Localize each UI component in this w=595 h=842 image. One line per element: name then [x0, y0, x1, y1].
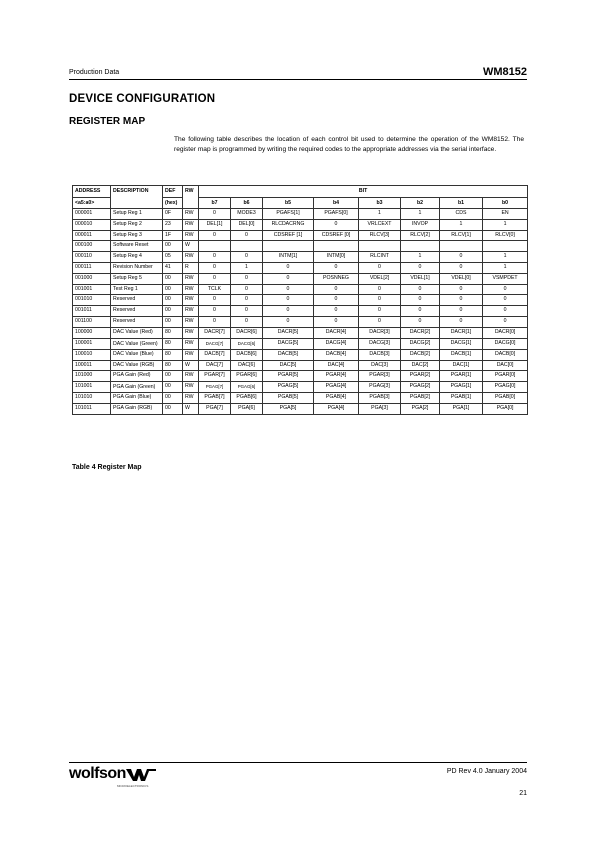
cell-address: 000100 [73, 241, 111, 252]
cell-bit-b7: 0 [199, 209, 231, 220]
cell-bit-b4: 0 [314, 219, 359, 230]
cell-description: Test Reg 1 [111, 284, 163, 295]
cell-bit-b7: 0 [199, 316, 231, 327]
cell-description: Setup Reg 4 [111, 252, 163, 263]
cell-bit-b5 [263, 241, 314, 252]
register-map-table [72, 185, 528, 415]
cell-bit-b7: 0 [199, 230, 231, 241]
cell-bit-b6: PGA[6] [231, 404, 263, 415]
cell-bit-b5: 0 [263, 284, 314, 295]
cell-bit-b2: DACG[2] [401, 338, 440, 349]
cell-bit-b2: 1 [401, 252, 440, 263]
header-part-number: WM8152 [482, 66, 527, 78]
cell-bit-b2: 0 [401, 262, 440, 273]
cell-rw: RW [183, 230, 199, 241]
header-bit-b0: b0 [483, 197, 528, 209]
table-row [73, 209, 528, 220]
cell-bit-b3: VRLCEXT [359, 219, 401, 230]
cell-bit-b3: PGAR[3] [359, 371, 401, 382]
cell-bit-b5: PGAR[5] [263, 371, 314, 382]
footer-divider [69, 762, 527, 763]
cell-bit-b3: RLCV[3] [359, 230, 401, 241]
cell-bit-b4: DACB[4] [314, 349, 359, 360]
cell-bit-b1: 0 [440, 252, 483, 263]
header-address-sub: <a5:a0> [73, 197, 111, 209]
cell-bit-b2: DACB[2] [401, 349, 440, 360]
cell-bit-b3: 0 [359, 295, 401, 306]
cell-address: 100011 [73, 360, 111, 371]
cell-bit-b0: PGAR[0] [483, 371, 528, 382]
cell-bit-b0: 1 [483, 252, 528, 263]
cell-description: Reserved [111, 316, 163, 327]
table-row [73, 230, 528, 241]
cell-address: 001011 [73, 306, 111, 317]
table-row [73, 219, 528, 230]
page-number: 21 [519, 790, 527, 797]
cell-bit-b6: 0 [231, 273, 263, 284]
cell-default: 00 [163, 393, 183, 404]
cell-bit-b4: DACG[4] [314, 338, 359, 349]
cell-rw: RW [183, 209, 199, 220]
cell-bit-b3: DACB[3] [359, 349, 401, 360]
cell-description: PGA Gain (RGB) [111, 404, 163, 415]
cell-bit-b1: CDS [440, 209, 483, 220]
table-row [73, 316, 528, 327]
cell-bit-b5: 0 [263, 295, 314, 306]
table-row [73, 338, 528, 349]
cell-bit-b7: DEL[1] [199, 219, 231, 230]
cell-default: 00 [163, 404, 183, 415]
cell-bit-b1: PGAB[1] [440, 393, 483, 404]
cell-bit-b7: 0 [199, 252, 231, 263]
cell-bit-b2: RLCV[2] [401, 230, 440, 241]
header-rw: RW [183, 186, 199, 209]
header-doc-status: Production Data [69, 69, 120, 76]
cell-description: DAC Value (RGB) [111, 360, 163, 371]
cell-bit-b5: DACB[5] [263, 349, 314, 360]
cell-bit-b7: DACR[7] [199, 327, 231, 338]
cell-bit-b5: PGAFS[1] [263, 209, 314, 220]
cell-bit-b2: INVOP [401, 219, 440, 230]
cell-rw: W [183, 404, 199, 415]
cell-default: 00 [163, 371, 183, 382]
table-row [73, 382, 528, 393]
cell-bit-b5: PGAB[5] [263, 393, 314, 404]
cell-bit-b7: TCLK [199, 284, 231, 295]
cell-bit-b3 [359, 241, 401, 252]
cell-bit-b3: DACG[3] [359, 338, 401, 349]
cell-bit-b3: 0 [359, 284, 401, 295]
cell-bit-b3: VDEL[2] [359, 273, 401, 284]
section-title: DEVICE CONFIGURATION [69, 93, 216, 105]
cell-rw: RW [183, 252, 199, 263]
cell-bit-b6: DEL[0] [231, 219, 263, 230]
table-row [73, 360, 528, 371]
cell-bit-b1: 0 [440, 284, 483, 295]
cell-rw: RW [183, 306, 199, 317]
cell-rw: RW [183, 393, 199, 404]
cell-bit-b0: 1 [483, 262, 528, 273]
cell-address: 101010 [73, 393, 111, 404]
cell-bit-b5: DAC[5] [263, 360, 314, 371]
cell-bit-b0: 0 [483, 306, 528, 317]
cell-address: 100001 [73, 338, 111, 349]
cell-description: DAC Value (Blue) [111, 349, 163, 360]
cell-description: Setup Reg 3 [111, 230, 163, 241]
cell-bit-b2: 0 [401, 316, 440, 327]
cell-bit-b2: DAC[2] [401, 360, 440, 371]
cell-bit-b0: PGAB[0] [483, 393, 528, 404]
cell-bit-b2: 0 [401, 306, 440, 317]
cell-bit-b1: DACB[1] [440, 349, 483, 360]
cell-bit-b6 [231, 241, 263, 252]
intro-paragraph: The following table describes the location of each control bit used to determine the operation of the WM8152. The register map is programmed by writing the required codes to the appropriate addresses via the serial interface. [174, 136, 524, 153]
header-bit-b3: b3 [359, 197, 401, 209]
cell-address: 000011 [73, 230, 111, 241]
cell-default: 23 [163, 219, 183, 230]
cell-address: 000110 [73, 252, 111, 263]
cell-bit-b0: PGAG[0] [483, 382, 528, 393]
cell-bit-b2: PGAB[2] [401, 393, 440, 404]
cell-bit-b2: PGA[2] [401, 404, 440, 415]
table-row [73, 241, 528, 252]
header-divider [69, 79, 527, 80]
cell-bit-b3: PGAB[3] [359, 393, 401, 404]
cell-bit-b2 [401, 241, 440, 252]
cell-rw: RW [183, 338, 199, 349]
cell-bit-b6: MODE3 [231, 209, 263, 220]
cell-description: DAC Value (Green) [111, 338, 163, 349]
cell-description: Reserved [111, 295, 163, 306]
cell-rw: RW [183, 295, 199, 306]
cell-address: 001010 [73, 295, 111, 306]
cell-bit-b4: PGAB[4] [314, 393, 359, 404]
cell-description: Setup Reg 1 [111, 209, 163, 220]
cell-description: Reserved [111, 306, 163, 317]
cell-bit-b6: PGAB[6] [231, 393, 263, 404]
cell-bit-b4: PGAFS[0] [314, 209, 359, 220]
cell-bit-b6: DACR[6] [231, 327, 263, 338]
cell-bit-b6: 0 [231, 316, 263, 327]
cell-bit-b0: VSMPDET [483, 273, 528, 284]
table-row [73, 349, 528, 360]
cell-default: 80 [163, 327, 183, 338]
table-row [73, 295, 528, 306]
header-bit: BIT [199, 186, 528, 198]
cell-bit-b2: 0 [401, 295, 440, 306]
cell-bit-b3: RLCINT [359, 252, 401, 263]
cell-default: 00 [163, 284, 183, 295]
cell-bit-b3: 0 [359, 306, 401, 317]
cell-bit-b4: PGA[4] [314, 404, 359, 415]
header-bit-b2: b2 [401, 197, 440, 209]
table-row [73, 393, 528, 404]
cell-bit-b7: PGAB[7] [199, 393, 231, 404]
cell-rw: RW [183, 371, 199, 382]
cell-bit-b2: 0 [401, 284, 440, 295]
cell-address: 101011 [73, 404, 111, 415]
cell-default: 80 [163, 349, 183, 360]
cell-bit-b5: 0 [263, 306, 314, 317]
cell-bit-b7: DACG[7] [199, 338, 231, 349]
cell-bit-b1 [440, 241, 483, 252]
header-bit-b6: b6 [231, 197, 263, 209]
table-header-row [73, 186, 528, 198]
cell-bit-b4: DAC[4] [314, 360, 359, 371]
cell-default: 00 [163, 241, 183, 252]
cell-bit-b1: PGA[1] [440, 404, 483, 415]
table-row [73, 252, 528, 263]
cell-bit-b0: 1 [483, 219, 528, 230]
cell-bit-b4: 0 [314, 316, 359, 327]
cell-bit-b0: DACB[0] [483, 349, 528, 360]
footer-revision: PD Rev 4.0 January 2004 [446, 768, 527, 775]
cell-bit-b3: DACR[3] [359, 327, 401, 338]
cell-bit-b1: PGAR[1] [440, 371, 483, 382]
header-bit-b1: b1 [440, 197, 483, 209]
cell-bit-b1: 0 [440, 295, 483, 306]
cell-description: Setup Reg 2 [111, 219, 163, 230]
cell-default: 1F [163, 230, 183, 241]
cell-bit-b4: 0 [314, 306, 359, 317]
cell-default: 0F [163, 209, 183, 220]
cell-bit-b0: RLCV[0] [483, 230, 528, 241]
header-bit-b5: b5 [263, 197, 314, 209]
cell-default: 00 [163, 295, 183, 306]
cell-bit-b7 [199, 241, 231, 252]
cell-bit-b6: DAC[6] [231, 360, 263, 371]
cell-rw: W [183, 241, 199, 252]
cell-bit-b5: PGAG[5] [263, 382, 314, 393]
cell-description: Revision Number [111, 262, 163, 273]
table-row [73, 273, 528, 284]
table-row [73, 404, 528, 415]
cell-bit-b5: PGA[5] [263, 404, 314, 415]
cell-address: 101001 [73, 382, 111, 393]
cell-bit-b0: PGA[0] [483, 404, 528, 415]
cell-bit-b4: 0 [314, 295, 359, 306]
cell-bit-b2: PGAG[2] [401, 382, 440, 393]
cell-bit-b6: PGAR[6] [231, 371, 263, 382]
cell-address: 001100 [73, 316, 111, 327]
cell-bit-b5: 0 [263, 316, 314, 327]
cell-bit-b1: PGAG[1] [440, 382, 483, 393]
cell-description: Software Reset [111, 241, 163, 252]
cell-address: 100010 [73, 349, 111, 360]
cell-bit-b5: RLCDACRNG [263, 219, 314, 230]
cell-bit-b0: 0 [483, 295, 528, 306]
cell-default: 05 [163, 252, 183, 263]
cell-bit-b0: DACG[0] [483, 338, 528, 349]
cell-bit-b0: DAC[0] [483, 360, 528, 371]
cell-bit-b4: PGAR[4] [314, 371, 359, 382]
cell-address: 100000 [73, 327, 111, 338]
table-row [73, 284, 528, 295]
cell-bit-b6: DACB[6] [231, 349, 263, 360]
cell-bit-b7: DACB[7] [199, 349, 231, 360]
cell-bit-b1: VDEL[0] [440, 273, 483, 284]
cell-bit-b0: EN [483, 209, 528, 220]
logo-wordmark: wolfson [69, 765, 126, 782]
cell-bit-b0: 0 [483, 316, 528, 327]
cell-default: 41 [163, 262, 183, 273]
cell-address: 001000 [73, 273, 111, 284]
table-row [73, 306, 528, 317]
cell-description: Setup Reg 5 [111, 273, 163, 284]
cell-bit-b4: 0 [314, 284, 359, 295]
cell-rw: RW [183, 284, 199, 295]
table-caption: Table 4 Register Map [72, 464, 142, 471]
wolfson-logo [69, 765, 156, 788]
wolfson-w-icon [126, 768, 156, 782]
cell-bit-b6: 0 [231, 252, 263, 263]
cell-bit-b7: DAC[7] [199, 360, 231, 371]
cell-default: 80 [163, 338, 183, 349]
cell-bit-b1: 0 [440, 316, 483, 327]
cell-bit-b1: 0 [440, 262, 483, 273]
cell-address: 001001 [73, 284, 111, 295]
cell-description: PGA Gain (Green) [111, 382, 163, 393]
cell-bit-b3: PGAG[3] [359, 382, 401, 393]
table-row [73, 371, 528, 382]
cell-default: 80 [163, 360, 183, 371]
cell-address: 000010 [73, 219, 111, 230]
cell-bit-b6: 0 [231, 306, 263, 317]
cell-bit-b4 [314, 241, 359, 252]
cell-bit-b5: 0 [263, 262, 314, 273]
cell-bit-b6: 0 [231, 284, 263, 295]
cell-bit-b4: CDSREF [0] [314, 230, 359, 241]
cell-bit-b5: DACG[5] [263, 338, 314, 349]
cell-bit-b4: POSNNEG [314, 273, 359, 284]
cell-bit-b0 [483, 241, 528, 252]
cell-bit-b7: 0 [199, 306, 231, 317]
cell-bit-b2: PGAR[2] [401, 371, 440, 382]
cell-bit-b3: 0 [359, 316, 401, 327]
cell-rw: R [183, 262, 199, 273]
cell-bit-b2: VDEL[1] [401, 273, 440, 284]
header-bit-b7: b7 [199, 197, 231, 209]
cell-rw: RW [183, 219, 199, 230]
cell-bit-b7: PGA[7] [199, 404, 231, 415]
header-bit-b4: b4 [314, 197, 359, 209]
cell-address: 000001 [73, 209, 111, 220]
cell-default: 00 [163, 306, 183, 317]
cell-description: PGA Gain (Blue) [111, 393, 163, 404]
cell-bit-b7: 0 [199, 262, 231, 273]
cell-rw: RW [183, 316, 199, 327]
logo-subtitle: MICROELECTRONICS [117, 784, 149, 788]
cell-rw: RW [183, 327, 199, 338]
cell-default: 00 [163, 273, 183, 284]
cell-rw: W [183, 360, 199, 371]
cell-description: PGA Gain (Red) [111, 371, 163, 382]
cell-bit-b3: DAC[3] [359, 360, 401, 371]
cell-bit-b7: PGAR[7] [199, 371, 231, 382]
cell-bit-b2: DACR[2] [401, 327, 440, 338]
cell-default: 00 [163, 382, 183, 393]
cell-rw: RW [183, 382, 199, 393]
cell-bit-b0: DACR[0] [483, 327, 528, 338]
cell-bit-b1: DAC[1] [440, 360, 483, 371]
cell-bit-b3: 0 [359, 262, 401, 273]
table-row [73, 327, 528, 338]
cell-bit-b1: DACR[1] [440, 327, 483, 338]
cell-bit-b7: 0 [199, 295, 231, 306]
cell-bit-b1: RLCV[1] [440, 230, 483, 241]
cell-bit-b5: CDSREF [1] [263, 230, 314, 241]
cell-bit-b3: 1 [359, 209, 401, 220]
register-map-body [73, 209, 528, 415]
table-row [73, 262, 528, 273]
cell-address: 101000 [73, 371, 111, 382]
cell-bit-b0: 0 [483, 284, 528, 295]
cell-rw: RW [183, 273, 199, 284]
cell-bit-b4: DACR[4] [314, 327, 359, 338]
header-def-sub: (hex) [163, 197, 183, 209]
cell-bit-b3: PGA[3] [359, 404, 401, 415]
cell-bit-b1: 0 [440, 306, 483, 317]
cell-bit-b5: 0 [263, 273, 314, 284]
cell-bit-b4: PGAG[4] [314, 382, 359, 393]
cell-bit-b7: 0 [199, 273, 231, 284]
cell-bit-b6: PGAG[6] [231, 382, 263, 393]
cell-bit-b6: 0 [231, 230, 263, 241]
cell-bit-b4: 0 [314, 262, 359, 273]
cell-default: 00 [163, 316, 183, 327]
header-def: DEF [163, 186, 183, 198]
cell-bit-b5: INTM[1] [263, 252, 314, 263]
cell-bit-b6: 0 [231, 295, 263, 306]
header-address: ADDRESS [73, 186, 111, 198]
cell-bit-b5: DACR[5] [263, 327, 314, 338]
cell-description: DAC Value (Red) [111, 327, 163, 338]
cell-bit-b7: PGAG[7] [199, 382, 231, 393]
cell-address: 000111 [73, 262, 111, 273]
cell-bit-b6: 1 [231, 262, 263, 273]
cell-bit-b2: 1 [401, 209, 440, 220]
subsection-title: REGISTER MAP [69, 116, 146, 127]
cell-bit-b1: DACG[1] [440, 338, 483, 349]
cell-bit-b6: DACG[6] [231, 338, 263, 349]
cell-bit-b4: INTM[0] [314, 252, 359, 263]
cell-bit-b1: 1 [440, 219, 483, 230]
cell-rw: RW [183, 349, 199, 360]
header-description: DESCRIPTION [111, 186, 163, 209]
